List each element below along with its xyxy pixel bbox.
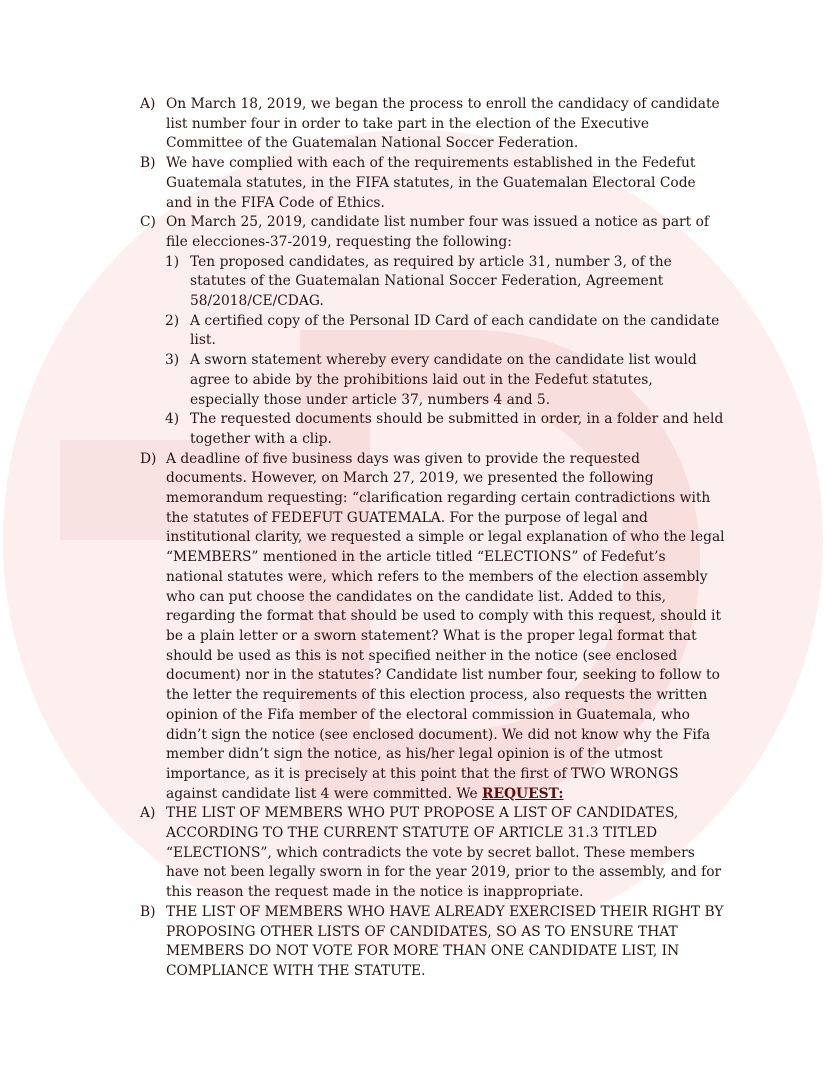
request-heading: REQUEST: [482,785,564,802]
sub-list-item [140,253,725,312]
request-item [140,804,725,903]
sub-list-item-label: 1) [165,253,180,270]
list-item-label: C) [140,214,156,231]
list-item [140,95,725,154]
request-item [140,903,725,982]
request-item-label: A) [140,805,156,822]
list-item-text: We have complied with each of the requirements established in the Fedefut Guatemala statutes, in the FIFA statutes, in the Guatemalan Electoral Code and in the FIFA Code of Ethics. [166,155,696,211]
document-body [140,95,725,982]
list-item-label: B) [140,155,156,172]
list-item [140,450,725,805]
request-item-text: THE LIST OF MEMBERS WHO PUT PROPOSE A LIST OF CANDIDATES, ACCORDING TO THE CURRENT STATUTE OF ARTICLE 31.3 TITLED “ELECTIONS”, which contradicts the vote by secret ballot. These members have not been legally sworn in for the year 2019, prior to the assembly, and for this reason the request made in the notice is inappropriate. [166,805,722,901]
sub-list-item-text: The requested documents should be submitted in order, in a folder and held together with a clip. [190,411,724,447]
sub-list-item-text: A certified copy of the Personal ID Card of each candidate on the candidate list. [190,312,720,349]
list-item-label: A) [140,96,156,112]
list-item-text: On March 25, 2019, candidate list number four was issued a notice as part of file elecciones-37-2019, requesting the following: [166,214,709,250]
request-item-text: THE LIST OF MEMBERS WHO HAVE ALREADY EXERCISED THEIR RIGHT BY PROPOSING OTHER LISTS OF CANDIDATES, SO AS TO ENSURE THAT MEMBERS DO NOT VOTE FOR MORE THAN ONE CANDIDATE LIST, IN COMPLIANCE WITH THE STATUTE. [166,903,724,979]
list-item-text: On March 18, 2019, we began the process to enroll the candidacy of candidate list number four in order to take part in the election of the Executive Committee of the Guatemalan National Soccer Federation. [166,96,720,152]
sub-list-item-text: Ten proposed candidates, as required by article 31, number 3, of the statutes of the Guatemalan National Soccer Federation, Agreement 58/2018/CE/CDAG. [190,253,672,310]
list-item-text: A deadline of five business days was given to provide the requested documents. However, on March 27, 2019, we presented the following memorandum requesting: “clarification regarding certain contradictions with the statutes of FEDEFUT GUATEMALA. For the purpose of legal and institutional clarity, we requested a simple or legal explanation of who the legal “MEMBERS” mentioned in the article titled “ELECTIONS” of Fedefut’s national statutes were, which refers to the members of the election assembly who can put choose the candidates on the candidate list. Added to this, regarding the format that should be used to comply with this request, should it be a plain letter or a sworn statement? What is the proper legal format that should be used as this is not specified neither in the notice (see enclosed document) nor in the statutes? Candidate list number four, seeking to follow to the letter the requirements of this election process, also requests the written opinion of the Fifa member of the electoral commission in Guatemala, who didn’t sign the notice (see enclosed document). We did not know why the Fifa member didn’t sign the notice, as his/her legal opinion is of the utmost importance, as it is precisely at this point that the first of TWO WRONGS against candidate list 4 were committed. We [166,450,725,802]
sub-list-item-label: 2) [165,312,180,329]
sub-list-item-label: 3) [165,352,180,369]
sub-list-item-text: A sworn statement whereby every candidate on the candidate list would agree to abide by the prohibitions laid out in the Fedefut statutes, especially those under article 37, numbers 4 and 5. [190,352,697,408]
list-item [140,213,725,252]
sub-list-item [140,351,725,410]
request-item-label: B) [140,903,156,920]
sub-list-item [140,312,725,351]
list-item-label: D) [140,450,157,467]
list-item [140,154,725,213]
sub-list-item [140,410,725,449]
sub-list-item-label: 4) [165,411,180,428]
